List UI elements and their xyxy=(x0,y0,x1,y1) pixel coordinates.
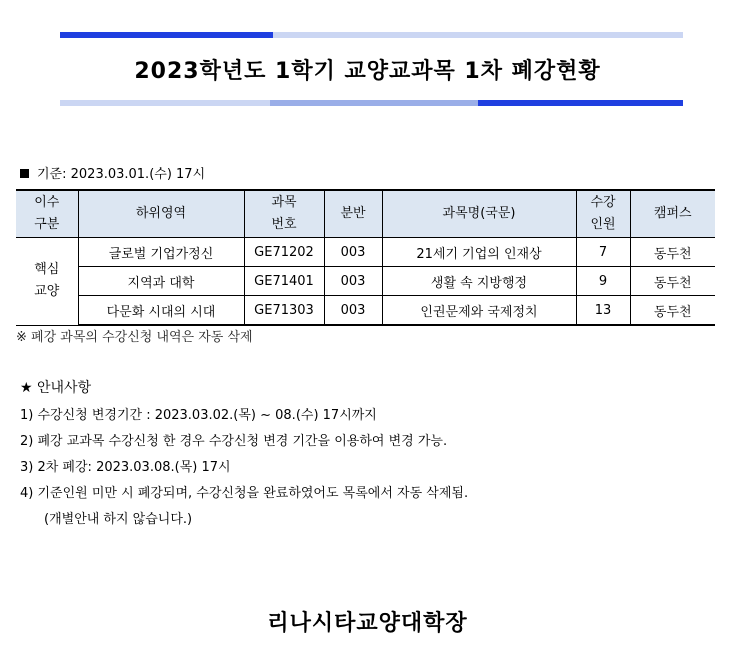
header-sub-area: 하위영역 xyxy=(78,190,244,238)
header-enrolled: 수강 인원 xyxy=(576,190,630,238)
cell-course-name: 생활 속 지방행정 xyxy=(382,267,576,296)
header-campus: 캠퍼스 xyxy=(630,190,715,238)
group-cell: 핵심 교양 xyxy=(16,238,78,326)
notice-item: 3) 2차 폐강: 2023.03.08.(목) 17시 xyxy=(20,460,231,475)
notice-heading: ★ 안내사항 xyxy=(20,380,92,396)
bottom-bar-accent xyxy=(478,100,683,106)
header-type: 이수 구분 xyxy=(16,190,78,238)
notice-item: 1) 수강신청 변경기간 : 2023.03.02.(목) ~ 08.(수) 17시까지 xyxy=(20,408,377,423)
cell-code: GE71401 xyxy=(244,267,324,296)
cell-campus: 동두천 xyxy=(630,296,715,326)
cell-section: 003 xyxy=(324,238,382,267)
top-bar-light xyxy=(273,32,683,38)
criteria-text: 기준: 2023.03.01.(수) 17시 xyxy=(37,167,206,182)
cell-enrolled: 13 xyxy=(576,296,630,326)
cell-enrolled: 7 xyxy=(576,238,630,267)
deletion-note: ※ 폐강 과목의 수강신청 내역은 자동 삭제 xyxy=(16,330,253,345)
cell-campus: 동두천 xyxy=(630,267,715,296)
cell-code: GE71303 xyxy=(244,296,324,326)
cell-sub-area: 다문화 시대의 시대 xyxy=(78,296,244,326)
notice-item: 4) 기준인원 미만 시 폐강되며, 수강신청을 완료하였어도 목록에서 자동 삭제됨. xyxy=(20,486,469,501)
cell-section: 003 xyxy=(324,296,382,326)
cell-course-name: 21세기 기업의 인재상 xyxy=(382,238,576,267)
cell-course-name: 인권문제와 국제정치 xyxy=(382,296,576,326)
cell-enrolled: 9 xyxy=(576,267,630,296)
cell-sub-area: 글로벌 기업가정신 xyxy=(78,238,244,267)
criteria-line xyxy=(20,163,205,182)
header-section: 분반 xyxy=(324,190,382,238)
cell-campus: 동두천 xyxy=(630,238,715,267)
closed-courses-table xyxy=(16,189,715,326)
cell-code: GE71202 xyxy=(244,238,324,267)
bottom-bar-mid xyxy=(270,100,478,106)
notice-item: 2) 폐강 교과목 수강신청 한 경우 수강신청 변경 기간을 이용하여 변경 가능. xyxy=(20,434,448,449)
table-row xyxy=(16,238,715,267)
header-code: 과목 번호 xyxy=(244,190,324,238)
notice-list xyxy=(20,403,468,533)
cell-section: 003 xyxy=(324,267,382,296)
table-row xyxy=(16,267,715,296)
page-title: 2023학년도 1학기 교양교과목 1차 폐강현황 xyxy=(134,59,601,84)
cell-sub-area: 지역과 대학 xyxy=(78,267,244,296)
table-row xyxy=(16,296,715,326)
top-bar-accent xyxy=(60,32,273,38)
header-course-name: 과목명(국문) xyxy=(382,190,576,238)
table-header-row xyxy=(16,190,715,238)
notice-item-continuation: (개별안내 하지 않습니다.) xyxy=(44,512,193,527)
signature-footer: 리나시타교양대학장 xyxy=(267,611,468,636)
bottom-bar-light xyxy=(60,100,270,106)
square-bullet-icon xyxy=(20,169,29,178)
